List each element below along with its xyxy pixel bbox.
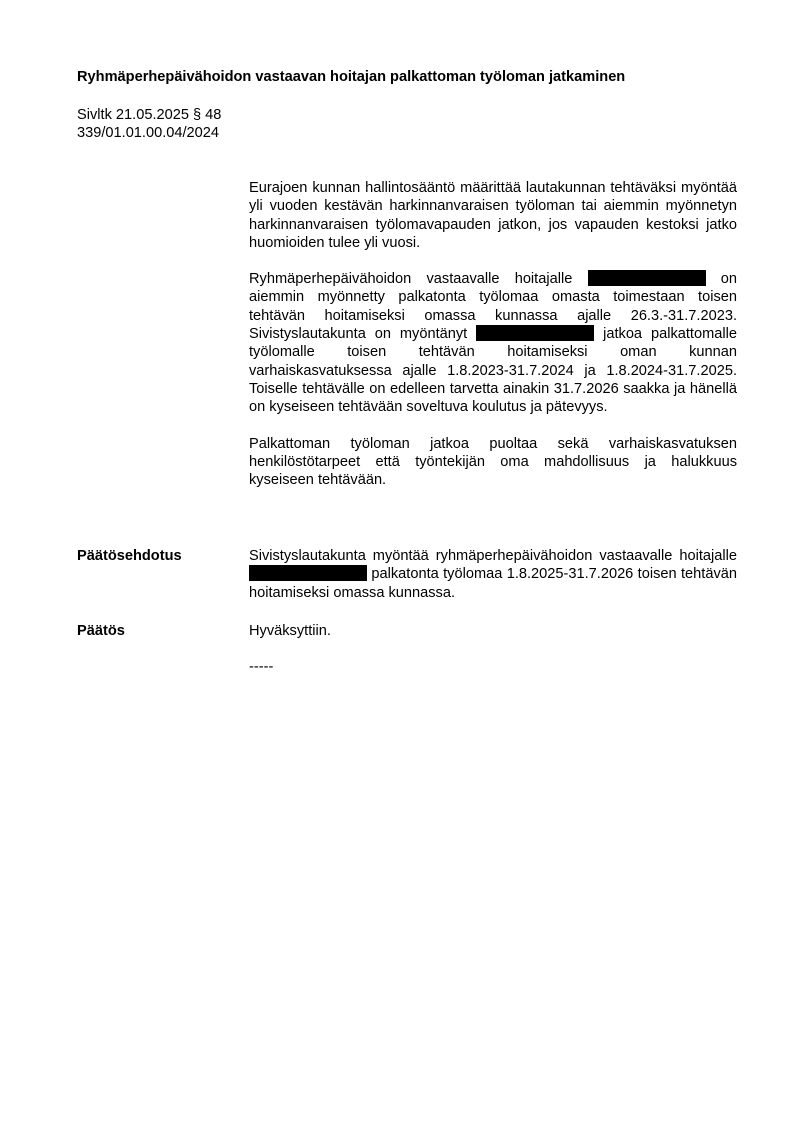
redaction-box [588,270,706,286]
paragraph-authority: Eurajoen kunnan hallintosääntö määrittää lautakunnan tehtäväksi myöntää yli vuoden kestävän harkinnanvaraisen työloman tai aiemmin myönnetyn harkinnanvaraisen työlomavapauden jatkon, jos vapauden kestoksi jatko huomioiden tulee yli vuosi. [249,180,737,251]
proposal-text [249,547,737,602]
history-text-c: jatkoa palkattomalle työlomalle toisen tehtävän hoitamiseksi oman kunnan varhaiskasvatuksessa ajalle 1.8.2023-31.7.2024 ja 1.8.2024-31.7.2025. Toiselle tehtävälle on edelleen tarvetta ainakin 31.7.2026 saakka ja hänellä on kyseiseen tehtävään soveltuva koulutus ja pätevyys. [249,326,737,416]
redaction-box [476,325,594,341]
separator: ----- [249,659,274,676]
decision-section [249,622,737,677]
proposal-section [249,547,737,602]
decision-text: Hyväksyttiin. [249,623,331,639]
meeting-line: Sivltk 21.05.2025 § 48 [77,107,222,123]
proposal-text-b: palkatonta työlomaa 1.8.2025-31.7.2026 toisen tehtävän hoitamiseksi omassa kunnassa. [249,566,737,601]
diary-number: 339/01.01.00.04/2024 [77,125,220,142]
history-text-a: Ryhmäperhepäivähoidon vastaavalle hoitajalle [249,271,573,288]
meeting-reference [77,106,221,143]
redaction-box [249,565,367,581]
paragraph-history [249,270,737,416]
decision-label: Päätös [77,623,125,639]
intro-section [249,179,737,489]
proposal-text-a: Sivistyslautakunta myöntää ryhmäperhepäivähoidon vastaavalle hoitajalle [249,548,737,564]
history-text-b: on aiemmin myönnetty palkatonta työlomaa omasta toimestaan toisen tehtävän hoitamiseksi omassa kunnassa ajalle 26.3.-31.7.2023. Sivistyslautakunta on myöntänyt [249,271,737,343]
proposal-label: Päätösehdotus [77,548,182,564]
document-title: Ryhmäperhepäivähoidon vastaavan hoitajan palkattoman työloman jatkaminen [77,69,626,85]
paragraph-justification: Palkattoman työloman jatkoa puoltaa sekä varhaiskasvatuksen henkilöstötarpeet että työntekijän oma mahdollisuus ja halukkuus kyseiseen tehtävään. [249,435,737,489]
